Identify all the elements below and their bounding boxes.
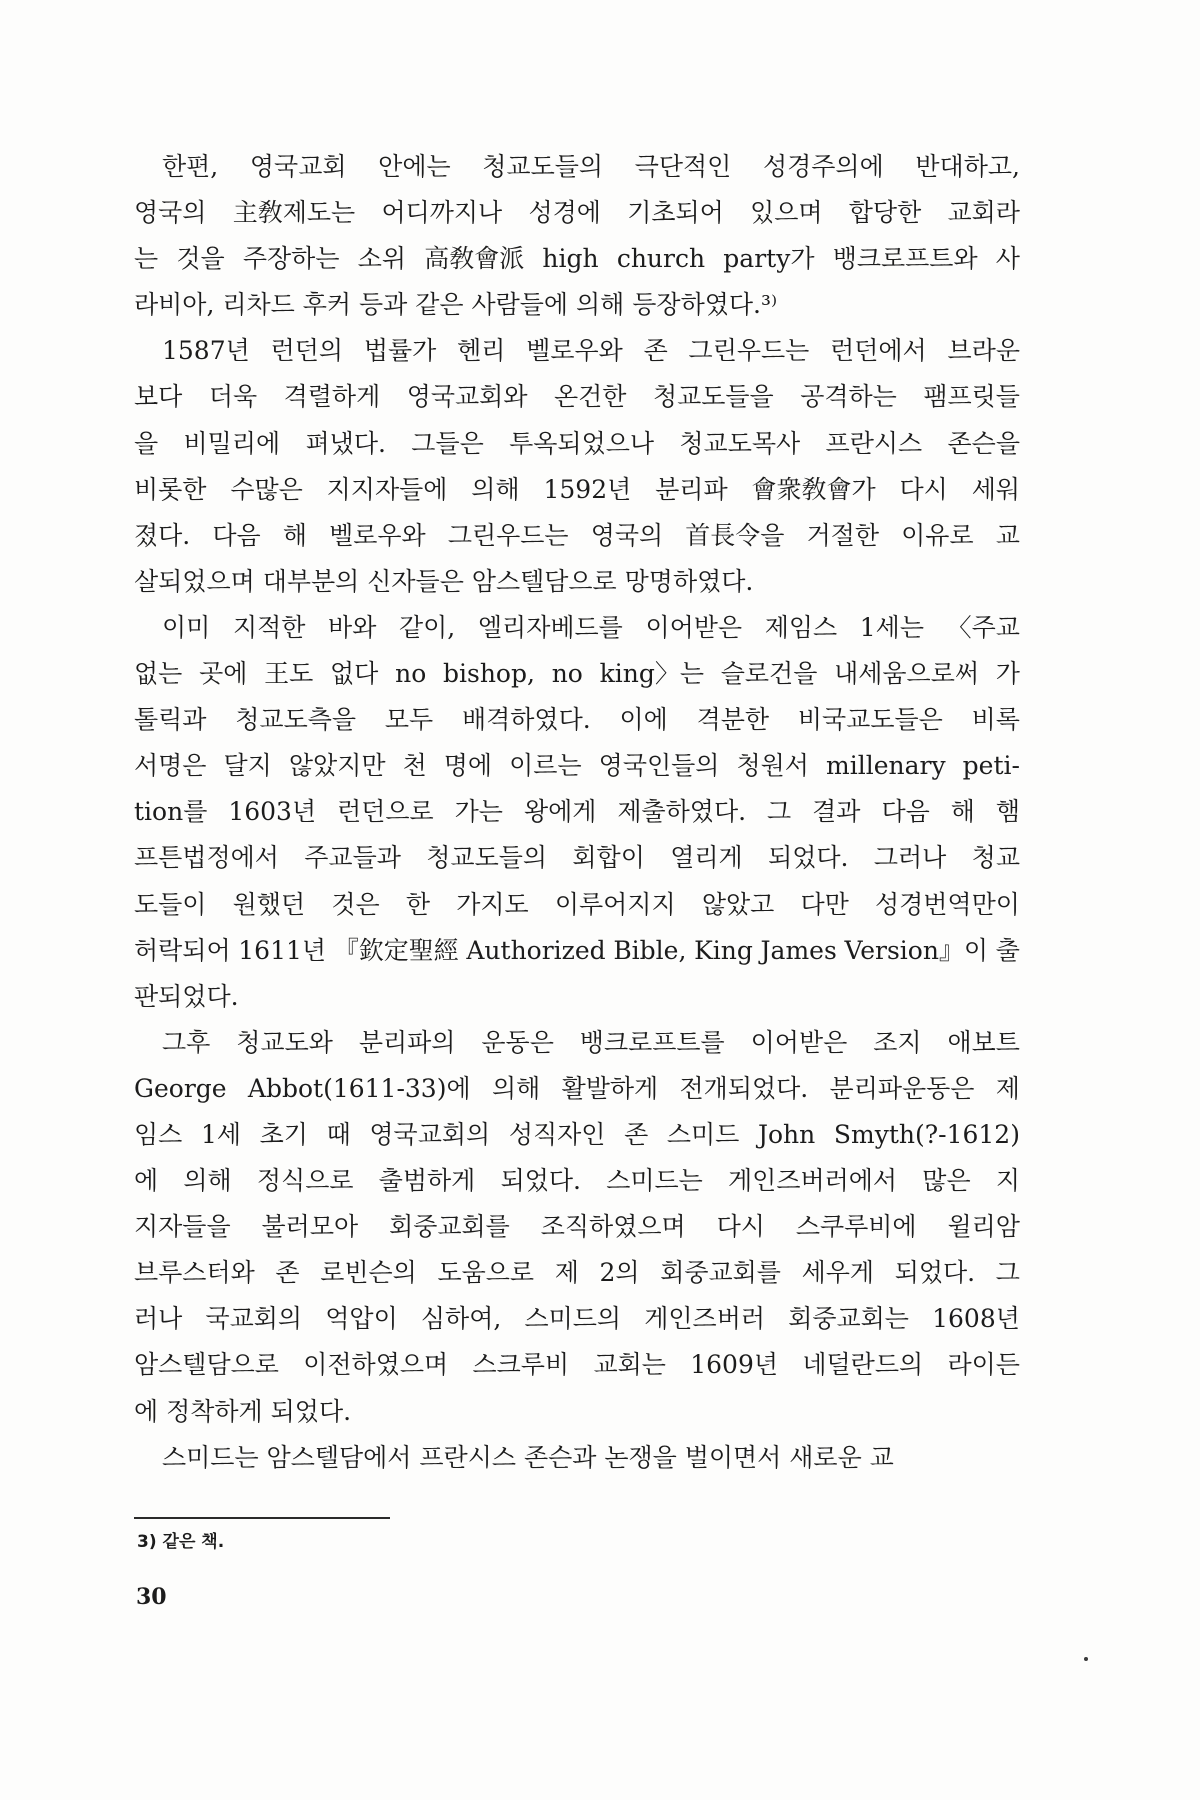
text-line: 임스 1세 초기 때 영국교회의 성직자인 존 스미드 John Smyth(?-1612) (134, 1119, 1020, 1149)
body-text (134, 144, 1020, 1481)
text-line: 에 정착하게 되었다. (134, 1396, 352, 1426)
text-line: 지자들을 불러모아 회중교회를 조직하였으며 다시 스쿠루비에 윌리암 (134, 1212, 1020, 1242)
text-line: 없는 곳에 王도 없다 no bishop, no king〉는 슬로건을 내세움으로써 가 (134, 659, 1020, 689)
text-line: 판되었다. (134, 981, 239, 1011)
text-line: 브루스터와 존 로빈슨의 도움으로 제 2의 회중교회를 세우게 되었다. 그 (134, 1258, 1020, 1288)
text-line: 도들이 원했던 것은 한 가지도 이루어지지 않았고 다만 성경번역만이 (134, 889, 1020, 919)
text-line: 라비아, 리차드 후커 등과 같은 사람들에 의해 등장하였다.³⁾ (134, 290, 778, 320)
text-line: 을 비밀리에 펴냈다. 그들은 투옥되었으나 청교도목사 프란시스 존슨을 (134, 428, 1020, 458)
text-line: tion를 1603년 런던으로 가는 왕에게 제출하였다. 그 결과 다음 해 햄 (134, 797, 1020, 827)
text-line: 허락되어 1611년 『欽定聖經 Authorized Bible, King James Version』이 출 (134, 935, 1020, 965)
text-line: 영국의 主敎제도는 어디까지나 성경에 기초되어 있으며 합당한 교회라 (134, 198, 1020, 228)
text-line: 는 것을 주장하는 소위 高敎會派 high church party가 뱅크로프트와 사 (134, 244, 1020, 274)
page-number: 30 (136, 1584, 167, 1610)
text-line: 암스텔담으로 이전하였으며 스크루비 교회는 1609년 네덜란드의 라이든 (134, 1350, 1020, 1380)
text-line: 1587년 런던의 법률가 헨리 벨로우와 존 그린우드는 런던에서 브라운 (162, 336, 1020, 366)
text-line: George Abbot(1611-33)에 의해 활발하게 전개되었다. 분리파운동은 제 (134, 1073, 1020, 1103)
text-line: 졌다. 다음 해 벨로우와 그린우드는 영국의 首長令을 거절한 이유로 교 (134, 520, 1020, 550)
text-line: 스미드는 암스텔담에서 프란시스 존슨과 논쟁을 벌이면서 새로운 교 (162, 1442, 894, 1472)
text-line: 그후 청교도와 분리파의 운동은 뱅크로프트를 이어받은 조지 애보트 (162, 1027, 1020, 1057)
text-line: 프튼법정에서 주교들과 청교도들의 회합이 열리게 되었다. 그러나 청교 (134, 843, 1020, 873)
text-line: 비롯한 수많은 지지자들에 의해 1592년 분리파 會衆敎會가 다시 세워 (134, 474, 1020, 504)
text-line: 한편, 영국교회 안에는 청교도들의 극단적인 성경주의에 반대하고, (162, 152, 1020, 181)
scan-speck (1084, 1657, 1088, 1661)
footnote-divider (134, 1517, 390, 1519)
text-line: 에 의해 정식으로 출범하게 되었다. 스미드는 게인즈버러에서 많은 지 (134, 1166, 1020, 1196)
text-line: 보다 더욱 격렬하게 영국교회와 온건한 청교도들을 공격하는 팸프릿들 (134, 382, 1020, 412)
text-line: 서명은 달지 않았지만 천 명에 이르는 영국인들의 청원서 millenary peti- (134, 751, 1020, 781)
text-line: 톨릭과 청교도측을 모두 배격하였다. 이에 격분한 비국교도들은 비록 (134, 705, 1020, 735)
text-line: 이미 지적한 바와 같이, 엘리자베드를 이어받은 제임스 1세는 〈주교 (162, 612, 1020, 642)
footnote: 3) 같은 책. (137, 1532, 225, 1552)
text-line: 러나 국교회의 억압이 심하여, 스미드의 게인즈버러 회중교회는 1608년 (134, 1304, 1020, 1334)
text-line: 살되었으며 대부분의 신자들은 암스텔담으로 망명하였다. (134, 566, 754, 596)
